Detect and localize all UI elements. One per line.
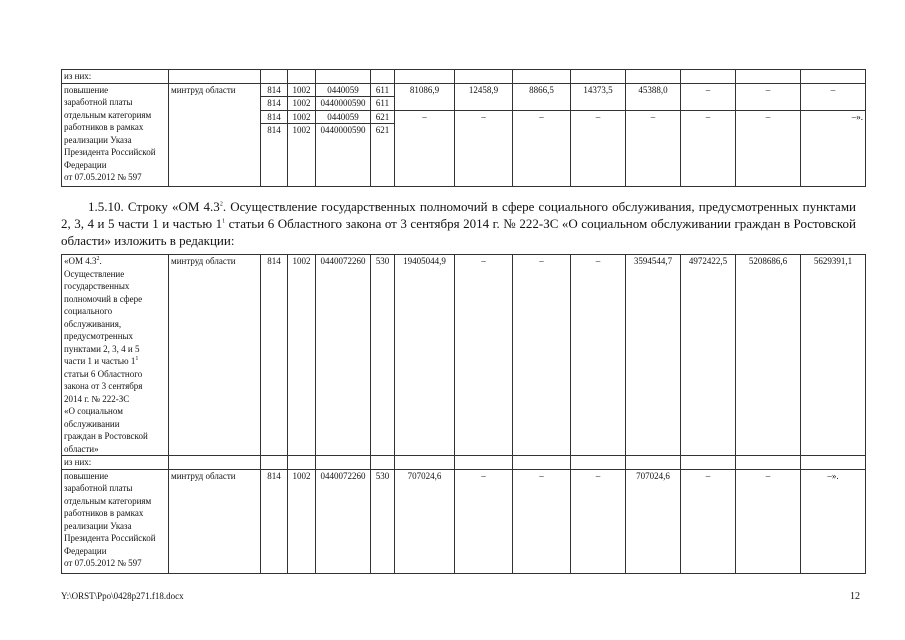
- value-cell: –: [681, 469, 736, 573]
- value-cell: 3594544,7: [626, 255, 681, 456]
- label-row-cell: из них:: [62, 70, 169, 84]
- value-cell: 19405044,9: [395, 255, 455, 456]
- file-path-footer: Y:\ORST\Ppo\0428p271.f18.docx: [61, 591, 184, 601]
- code-cell: 1002: [288, 97, 316, 111]
- superscript: 1: [135, 356, 139, 362]
- ministry-cell: минтруд области: [169, 469, 261, 573]
- code-cell: 814: [261, 255, 288, 456]
- amendment-paragraph: [61, 198, 856, 249]
- row-name-cell: [62, 255, 169, 456]
- name-line: реализации Указа: [64, 520, 132, 531]
- value-cell: –: [681, 83, 736, 110]
- code-cell: 814: [261, 469, 288, 573]
- code-cell: 1002: [288, 469, 316, 573]
- name-line: повышение: [64, 84, 109, 95]
- name-line: полномочий в сфере: [64, 293, 143, 304]
- name-line: Президента Российской: [64, 147, 156, 157]
- value-cell: –: [395, 110, 455, 187]
- code-cell: 621: [371, 110, 395, 124]
- value-cell: 707024,6: [395, 469, 455, 573]
- name-line: Осуществление: [64, 268, 125, 279]
- name-line: социального: [64, 306, 113, 316]
- code-cell: 0440000590: [316, 97, 371, 111]
- value-cell: 707024,6: [626, 469, 681, 573]
- superscript: 1: [222, 218, 226, 225]
- name-line: [64, 255, 166, 268]
- code-cell: 0440000590: [316, 124, 371, 187]
- code-cell: 530: [371, 469, 395, 573]
- value-cell: –: [513, 110, 571, 187]
- name-line: отдельным категориям: [64, 109, 152, 120]
- value-cell: –: [455, 469, 513, 573]
- name-line: заработной платы: [64, 97, 133, 107]
- name-line: «О социальном: [64, 406, 123, 416]
- value-cell: 8866,5: [513, 83, 571, 110]
- value-cell: –: [455, 110, 513, 187]
- name-line: обслуживании: [64, 418, 120, 429]
- name-line: государственных: [64, 281, 130, 291]
- code-cell: 621: [371, 124, 395, 187]
- value-cell: –: [736, 469, 801, 573]
- code-cell: 0440059: [316, 110, 371, 124]
- code-cell: 0440059: [316, 83, 371, 97]
- name-text: части 1 и частью 1: [64, 356, 136, 366]
- code-cell: 0440072260: [316, 255, 371, 456]
- top-table: [61, 69, 866, 187]
- value-cell: –: [513, 469, 571, 573]
- value-cell: 4972422,5: [681, 255, 736, 456]
- value-cell: –: [571, 110, 626, 187]
- name-line: от 07.05.2012 № 597: [64, 172, 142, 182]
- name-line: граждан в Ростовской: [64, 431, 148, 441]
- name-line: заработной платы: [64, 483, 133, 493]
- paragraph-text: 1.5.10. Строку «ОМ 4.3: [88, 199, 220, 214]
- value-cell: 12458,9: [455, 83, 513, 110]
- code-cell: 611: [371, 97, 395, 111]
- name-line: Федерации: [64, 545, 107, 556]
- code-cell: 814: [261, 83, 288, 97]
- main-table: [61, 254, 866, 574]
- row-name-cell: [62, 83, 169, 187]
- name-line: обслуживания,: [64, 318, 122, 329]
- value-cell: –: [455, 255, 513, 456]
- name-line: предусмотренных: [64, 331, 134, 341]
- value-cell: 5208686,6: [736, 255, 801, 456]
- code-cell: 1002: [288, 83, 316, 97]
- code-cell: 0440072260: [316, 469, 371, 573]
- value-cell: –: [736, 83, 801, 110]
- name-line: области»: [64, 443, 99, 454]
- value-cell: –: [513, 255, 571, 456]
- name-line: реализации Указа: [64, 134, 132, 145]
- superscript: 2: [96, 256, 100, 262]
- value-cell: –».: [801, 469, 866, 573]
- page-number: 12: [850, 591, 860, 602]
- row-name-cell: [62, 469, 169, 573]
- name-line: Президента Российской: [64, 533, 156, 543]
- paragraph-text: . Осуществление государственных полномочий в сфере социального обслуживания, предусмотренных пунктами 2, 3, 4 и 5 части 1 и частью 1: [61, 199, 857, 231]
- name-line: повышение: [64, 470, 109, 481]
- name-line: работников в рамках: [64, 122, 144, 132]
- paragraph-text: статьи 6 Областного закона от 3 сентября 2014 г. № 222-ЗС «О социальном обслуживании граждан в Ростовской области» изложить в редакции:: [61, 216, 857, 248]
- value-cell: 81086,9: [395, 83, 455, 110]
- value-cell: 45388,0: [626, 83, 681, 110]
- value-cell: –: [801, 83, 866, 110]
- value-cell: –: [736, 110, 801, 187]
- code-cell: 530: [371, 255, 395, 456]
- value-cell: –: [571, 469, 626, 573]
- name-line: Федерации: [64, 159, 107, 170]
- code-cell: 814: [261, 97, 288, 111]
- ministry-cell: минтруд области: [169, 255, 261, 456]
- name-line: работников в рамках: [64, 508, 144, 518]
- superscript: 2: [219, 201, 223, 208]
- name-text: .: [99, 256, 102, 266]
- code-cell: 814: [261, 124, 288, 187]
- value-cell: 5629391,1: [801, 255, 866, 456]
- name-line: от 07.05.2012 № 597: [64, 558, 142, 568]
- name-line: отдельным категориям: [64, 495, 152, 506]
- name-line: статьи 6 Областного: [64, 368, 143, 379]
- value-cell: 14373,5: [571, 83, 626, 110]
- value-cell: –: [681, 110, 736, 187]
- value-cell: –».: [801, 110, 866, 187]
- value-cell: –: [626, 110, 681, 187]
- code-cell: 814: [261, 110, 288, 124]
- code-cell: 611: [371, 83, 395, 97]
- name-line: 2014 г. № 222-ЗС: [64, 393, 130, 404]
- code-cell: 1002: [288, 110, 316, 124]
- code-cell: 1002: [288, 255, 316, 456]
- name-text: «ОМ 4.3: [64, 256, 97, 266]
- ministry-cell: минтруд области: [169, 83, 261, 187]
- value-cell: –: [571, 255, 626, 456]
- label-row-cell: из них:: [62, 456, 169, 470]
- name-line: закона от 3 сентября: [64, 381, 143, 391]
- name-line: пунктами 2, 3, 4 и 5: [64, 343, 140, 354]
- code-cell: 1002: [288, 124, 316, 187]
- name-line: [64, 355, 166, 368]
